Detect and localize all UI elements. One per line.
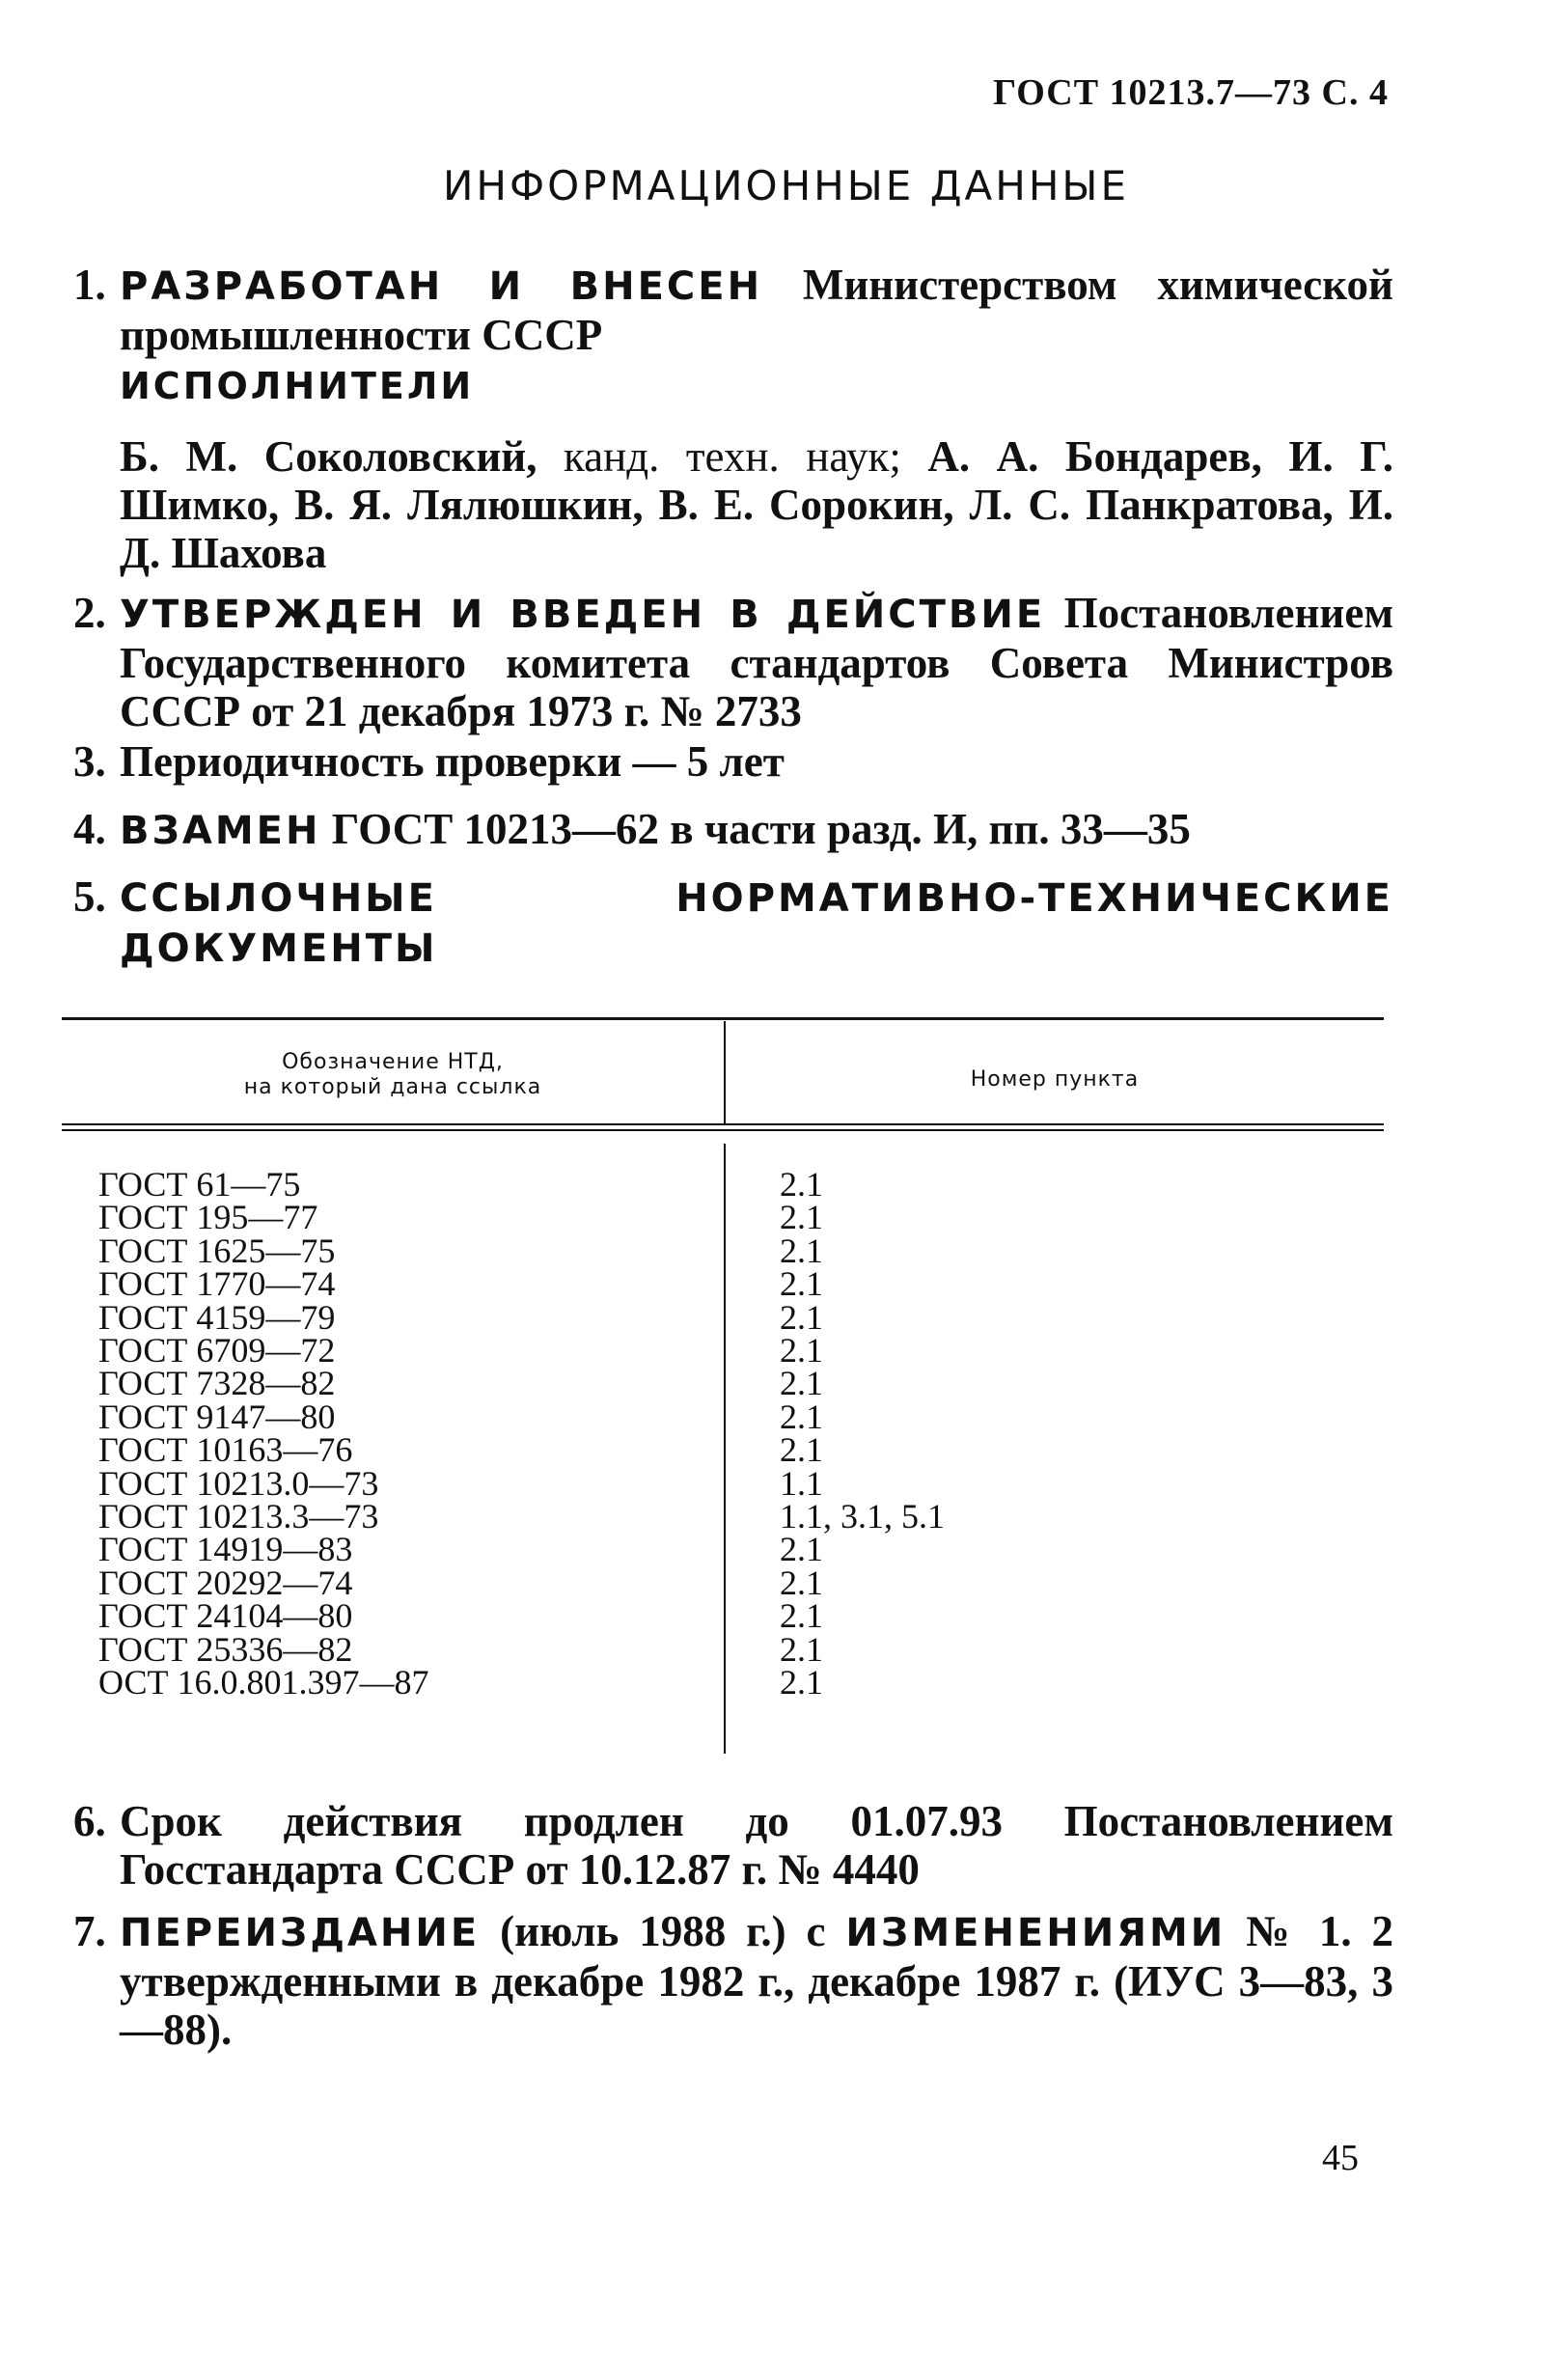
- item-caps-heading: ВЗАМЕН: [120, 809, 321, 853]
- table-cell-clause: 2.1: [780, 1231, 823, 1270]
- item-number: 5.: [73, 872, 106, 921]
- table-header-rule: [62, 1123, 1384, 1125]
- item-2: [75, 589, 1393, 735]
- table-cell-doc: ГОСТ 1770—74: [98, 1264, 336, 1304]
- table-top-rule: [62, 1017, 1384, 1020]
- table-cell-doc: ГОСТ 195—77: [98, 1198, 318, 1237]
- item-number: 4.: [73, 805, 106, 853]
- table-header-clause: Номер пункта: [970, 1067, 1140, 1092]
- item-text: № 1. 2 утвержденными в декабре 1982 г., декабре 1987 г. (ИУС 3—83, 3—88).: [120, 1907, 1394, 2054]
- item-7: [75, 1907, 1393, 2054]
- table-cell-doc: ГОСТ 4159—79: [98, 1297, 336, 1337]
- header-line: Обозначение НТД,: [282, 1050, 504, 1074]
- table-cell-clause: 2.1: [780, 1430, 823, 1470]
- page-number: 45: [1322, 2138, 1359, 2178]
- item-text: (июль 1988 г.) с: [500, 1907, 826, 1955]
- table-header-designation: [62, 1050, 724, 1100]
- table-cell-clause: 2.1: [780, 1663, 823, 1702]
- table-cell-clause: 2.1: [780, 1264, 823, 1304]
- table-body-divider: [724, 1144, 726, 1754]
- table-cell-doc: ГОСТ 61—75: [98, 1165, 301, 1204]
- table-cell-doc: ГОСТ 6709—72: [98, 1331, 336, 1370]
- table-cell-doc: ГОСТ 20292—74: [98, 1563, 353, 1602]
- item-number: 1.: [73, 261, 106, 309]
- table-header-rule-double: [62, 1129, 1384, 1131]
- table-cell-clause: 2.1: [780, 1198, 823, 1237]
- table-cell-doc: ГОСТ 10163—76: [98, 1430, 353, 1470]
- table-cell-doc: ГОСТ 10213.0—73: [98, 1463, 379, 1503]
- item-caps-heading: УТВЕРЖДЕН И ВВЕДЕН В ДЕЙСТВИЕ: [120, 593, 1046, 637]
- standard-code-header: ГОСТ 10213.7—73 С. 4: [993, 72, 1389, 113]
- item-text: Министерством химической промышленности СССР: [120, 261, 1393, 359]
- item-caps-heading: ИЗМЕНЕНИЯМИ: [845, 1911, 1226, 1955]
- performer-rest: А. А. Бондарев, И. Г. Шимко, В. Я. Лялюшкин, В. Е. Сорокин, Л. С. Панкратова, И. Д. Шахова: [120, 432, 1394, 577]
- table-cell-doc: ГОСТ 9147—80: [98, 1397, 336, 1436]
- item-number: 7.: [73, 1907, 106, 1955]
- table-cell-doc: ОСТ 16.0.801.397—87: [98, 1663, 429, 1702]
- table-cell-clause: 2.1: [780, 1397, 823, 1436]
- performer-first: Б. М. Соколовский,: [120, 432, 537, 481]
- table-cell-clause: 2.1: [780, 1165, 823, 1204]
- table-cell-clause: 1.1: [780, 1463, 823, 1503]
- table-cell-clause: 2.1: [780, 1297, 823, 1337]
- table-cell-clause: 2.1: [780, 1596, 823, 1636]
- item-caps-heading: ПЕРЕИЗДАНИЕ: [120, 1911, 481, 1955]
- item-text: ГОСТ 10213—62 в части разд. И, пп. 33—35: [331, 805, 1191, 853]
- page-title: ИНФОРМАЦИОННЫЕ ДАННЫЕ: [442, 162, 1129, 209]
- item-4: [75, 805, 1393, 855]
- table-doc-column: [98, 1165, 429, 1702]
- table-cell-doc: ГОСТ 10213.3—73: [98, 1497, 379, 1536]
- table-cell-clause: 2.1: [780, 1530, 823, 1569]
- table-cell-doc: ГОСТ 25336—82: [98, 1629, 353, 1669]
- table-cell-doc: ГОСТ 1625—75: [98, 1231, 336, 1270]
- item-text: Постановлением Государственного комитета стандартов Совета Министров СССР от 21 декабря 1973 г. № 2733: [120, 589, 1393, 735]
- item-number: 2.: [73, 589, 106, 637]
- item-5: [75, 872, 1393, 973]
- item-caps-heading: ССЫЛОЧНЫЕ НОРМАТИВНО-ТЕХНИЧЕСКИЕ ДОКУМЕНТЫ: [120, 876, 1393, 971]
- item-text: Срок действия продлен до 01.07.93 Постановлением Госстандарта СССР от 10.12.87 г. № 4440: [120, 1797, 1393, 1894]
- item-1: [75, 261, 1393, 359]
- table-cell-clause: 2.1: [780, 1364, 823, 1403]
- table-cell-clause: 2.1: [780, 1563, 823, 1602]
- performer-degree: канд. техн. наук;: [563, 432, 901, 481]
- table-cell-clause: 2.1: [780, 1629, 823, 1669]
- table-cell-clause: 1.1, 3.1, 5.1: [780, 1497, 945, 1536]
- table-cell-doc: ГОСТ 24104—80: [98, 1596, 353, 1636]
- item-caps-heading: РАЗРАБОТАН И ВНЕСЕН: [120, 264, 763, 309]
- performers-heading: ИСПОЛНИТЕЛИ: [120, 365, 475, 407]
- table-cell-doc: ГОСТ 14919—83: [98, 1530, 353, 1569]
- item-number: 3.: [73, 737, 106, 786]
- table-cell-clause: 2.1: [780, 1331, 823, 1370]
- item-text: Периодичность проверки — 5 лет: [120, 737, 785, 786]
- header-line: на который дана ссылка: [243, 1075, 542, 1099]
- item-6: [75, 1797, 1393, 1894]
- table-cell-doc: ГОСТ 7328—82: [98, 1364, 336, 1403]
- performers-list: [120, 432, 1393, 577]
- item-number: 6.: [73, 1797, 106, 1845]
- table-clause-column: [780, 1165, 945, 1702]
- item-3: [75, 737, 1393, 786]
